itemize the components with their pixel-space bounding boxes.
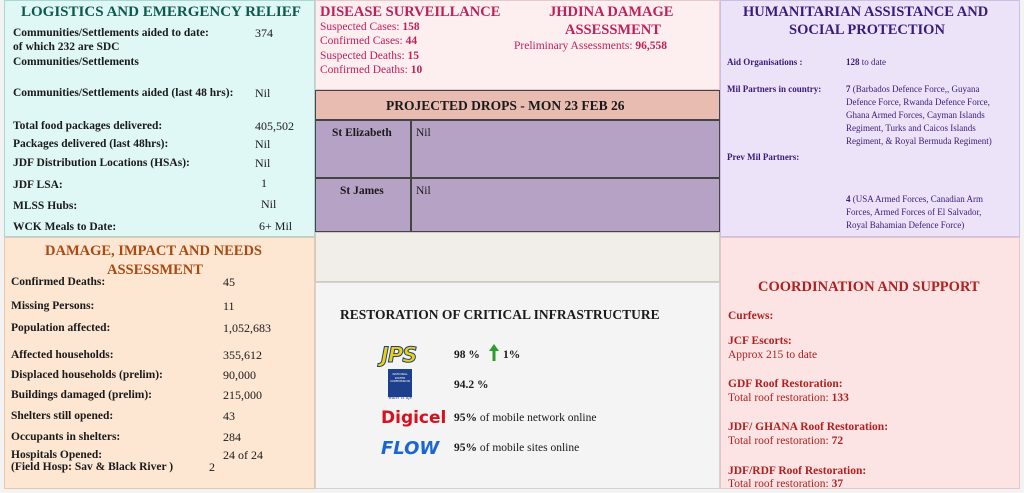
communities-label-sdc: of which 232 are SDC — [13, 41, 120, 53]
prev-mil-label: Prev Mil Partners: — [727, 152, 800, 162]
digicel-pct: 95% — [454, 412, 477, 424]
communities-label: Communities/Settlements aided to date: — [13, 27, 209, 39]
damage-title-line2: ASSESSMENT — [107, 262, 203, 278]
damage-panel — [4, 237, 315, 489]
mil-partners-count: 7 — [846, 84, 851, 94]
prelim-assessments-label: Preliminary Assessments: — [514, 40, 633, 52]
suspected-deaths-label: Suspected Deaths: — [320, 50, 405, 62]
logistics-title: LOGISTICS AND EMERGENCY RELIEF — [21, 4, 301, 20]
jps-logo: JPS — [381, 343, 417, 367]
missing-persons-value: 11 — [223, 299, 235, 313]
jdf-dist-label: JDF Distribution Locations (HSAs): — [13, 157, 190, 169]
restoration-panel — [315, 282, 720, 489]
blank-panel — [315, 232, 720, 282]
nwc-logo-tagline: Water is life — [388, 396, 412, 401]
restoration-title: RESTORATION OF CRITICAL INFRASTRUCTURE — [340, 307, 660, 322]
jps-change: 1% — [503, 349, 521, 361]
confirmed-deaths-disease-row — [320, 64, 422, 77]
drops-value-cell — [411, 120, 720, 178]
confirmed-deaths-value: 45 — [223, 275, 235, 289]
buildings-damaged-value: 215,000 — [223, 388, 262, 402]
jdf-ghana-roof-row — [728, 435, 843, 448]
humanitarian-title-line2: SOCIAL PROTECTION — [789, 22, 945, 38]
prev-mil-line: Royal Bahamian Defence Force) — [846, 220, 965, 230]
wck-label: WCK Meals to Date: — [13, 221, 117, 233]
jdf-lsa-value: 1 — [261, 176, 267, 190]
disease-surveillance-panel — [315, 0, 720, 90]
prev-mil-count: 4 — [846, 194, 851, 204]
jdf-rdf-roof-value: 37 — [831, 478, 844, 490]
drops-title: PROJECTED DROPS - MON 23 FEB 26 — [386, 98, 625, 113]
jdf-dist-value: Nil — [255, 156, 271, 170]
missing-persons-label: Missing Persons: — [11, 300, 95, 312]
aid-orgs-label: Aid Organisations : — [727, 57, 803, 67]
mil-partners-line: Ghana Armed Forces, Cayman Islands — [846, 110, 985, 120]
shelter-occupants-label: Occupants in shelters: — [11, 431, 121, 443]
flow-pct: 95% — [454, 442, 477, 454]
jcf-escorts-value: Approx 215 to date — [728, 349, 818, 361]
mil-partners-row — [846, 84, 979, 94]
mlss-label: MLSS Hubs: — [13, 200, 78, 212]
jdf-ghana-roof-text: Total roof restoration: — [728, 435, 829, 447]
aid-orgs-row — [846, 57, 886, 67]
projected-drops-panel — [315, 90, 720, 232]
drops-header — [315, 90, 720, 120]
jhdina-title-line2: ASSESSMENT — [565, 22, 661, 38]
damage-title: DAMAGE, IMPACT AND NEEDS — [45, 243, 262, 259]
suspected-cases-label: Suspected Cases: — [320, 21, 400, 33]
flow-text: of mobile sites online — [479, 442, 580, 454]
jcf-escorts-label: JCF Escorts: — [728, 335, 792, 347]
aided48-value: Nil — [255, 86, 271, 100]
shelter-occupants-value: 284 — [223, 430, 241, 444]
drops-value-cell — [411, 178, 720, 232]
coordination-title: COORDINATION AND SUPPORT — [758, 279, 980, 295]
mil-partners-label: Mil Partners in country: — [727, 84, 822, 94]
jdf-ghana-roof-label: JDF/ GHANA Roof Restoration: — [728, 421, 889, 433]
gdf-roof-value: 133 — [831, 392, 849, 404]
digicel-row — [454, 412, 596, 425]
shelters-opened-label: Shelters still opened: — [11, 410, 114, 422]
confirmed-cases-value: 44 — [405, 35, 418, 47]
prev-mil-row — [846, 194, 983, 204]
suspected-deaths-row — [320, 50, 419, 63]
shelters-opened-value: 43 — [223, 409, 235, 423]
nwc-value: 94.2 % — [454, 379, 489, 391]
hospitals-opened-value: 24 of 24 — [223, 448, 263, 462]
nwc-logo — [388, 369, 412, 397]
nwc-logo-line-3: COMMISSION — [390, 379, 410, 384]
suspected-cases-value: 158 — [402, 21, 420, 33]
population-affected-value: 1,052,683 — [223, 321, 271, 335]
coordination-panel — [720, 237, 1020, 489]
curfews-label: Curfews: — [728, 310, 774, 322]
aid-orgs-text: to date — [861, 57, 886, 67]
humanitarian-panel — [720, 0, 1020, 237]
nwc-logo-line-1: NATIONAL — [392, 372, 408, 376]
buildings-damaged-label: Buildings damaged (prelim): — [11, 389, 152, 401]
confirmed-cases-label: Confirmed Cases: — [320, 35, 403, 47]
gdf-roof-label: GDF Roof Restoration: — [728, 378, 843, 390]
drops-parish-st-elizabeth: St Elizabeth — [332, 127, 392, 139]
prelim-assessments-value: 96,558 — [635, 40, 668, 52]
mil-partners-line: Defence Force, Rwanda Defence Force, — [846, 97, 990, 107]
disease-title: DISEASE SURVEILLANCE — [320, 4, 501, 20]
jdf-ghana-roof-value: 72 — [831, 435, 844, 447]
communities-label-settlements: Communities/Settlements — [13, 56, 139, 68]
gdf-roof-row — [728, 392, 849, 405]
aided48-label: Communities/Settlements aided (last 48 hrs): — [13, 87, 234, 99]
wck-value: 6+ Mil — [259, 219, 293, 233]
jdf-rdf-roof-label: JDF/RDF Roof Restoration: — [728, 465, 867, 477]
mlss-value: Nil — [261, 197, 277, 211]
displaced-households-label: Displaced households (prelim): — [11, 369, 163, 381]
jdf-rdf-roof-text: Total roof restoration: — [728, 478, 829, 490]
suspected-cases-row — [320, 21, 420, 34]
displaced-households-value: 90,000 — [223, 368, 256, 382]
food-value: 405,502 — [255, 119, 294, 133]
drops-parish-cell — [315, 178, 411, 232]
prev-mil-line: (USA Armed Forces, Canadian Arm — [852, 194, 983, 204]
communities-value: 374 — [255, 26, 273, 40]
logistics-panel — [4, 0, 315, 237]
jdf-lsa-label: JDF LSA: — [13, 179, 63, 191]
packages48-label: Packages delivered (last 48hrs): — [13, 138, 169, 150]
jps-value: 98 % — [454, 349, 480, 361]
digicel-logo: Digicel — [381, 408, 447, 428]
jhdina-title: JHDINA DAMAGE — [549, 4, 674, 20]
suspected-deaths-value: 15 — [407, 50, 420, 62]
mil-partners-line: (Barbados Defence Force,, Guyana — [852, 84, 980, 94]
field-hosp-label: (Field Hosp: Sav & Black River ) — [11, 461, 174, 473]
flow-logo: FLOW — [381, 438, 440, 459]
drops-parish-cell — [315, 120, 411, 178]
confirmed-deaths-disease-value: 10 — [410, 64, 423, 76]
confirmed-deaths-disease-label: Confirmed Deaths: — [320, 64, 408, 76]
drops-value-st-james: Nil — [416, 185, 431, 197]
up-arrow-icon — [489, 344, 499, 361]
prelim-assessments-row — [514, 40, 667, 53]
drops-parish-st-james: St James — [340, 185, 384, 197]
mil-partners-line: Regiment, Turks and Caicos Islands — [846, 123, 976, 133]
nwc-logo-line-2: WATER — [394, 375, 406, 380]
jdf-rdf-roof-row — [728, 478, 843, 491]
confirmed-cases-row — [320, 35, 417, 48]
confirmed-deaths-label: Confirmed Deaths: — [11, 276, 106, 288]
packages48-value: Nil — [255, 137, 271, 151]
gdf-roof-text: Total roof restoration: — [728, 392, 829, 404]
affected-households-label: Affected households: — [11, 349, 114, 361]
drops-value-st-elizabeth: Nil — [416, 127, 431, 139]
mil-partners-line: Regiment, & Royal Bermuda Regiment) — [846, 136, 992, 146]
affected-households-value: 355,612 — [223, 348, 262, 362]
population-affected-label: Population affected: — [11, 322, 111, 334]
aid-orgs-value: 128 — [846, 57, 860, 67]
food-label: Total food packages delivered: — [13, 120, 163, 132]
hospitals-opened-label: Hospitals Opened: — [11, 449, 103, 461]
prev-mil-line: Forces, Armed Forces of El Salvador, — [846, 207, 982, 217]
digicel-text: of mobile network online — [479, 412, 597, 424]
field-hosp-value: 2 — [209, 460, 215, 474]
humanitarian-title: HUMANITARIAN ASSISTANCE AND — [743, 4, 989, 20]
flow-row — [454, 442, 579, 455]
